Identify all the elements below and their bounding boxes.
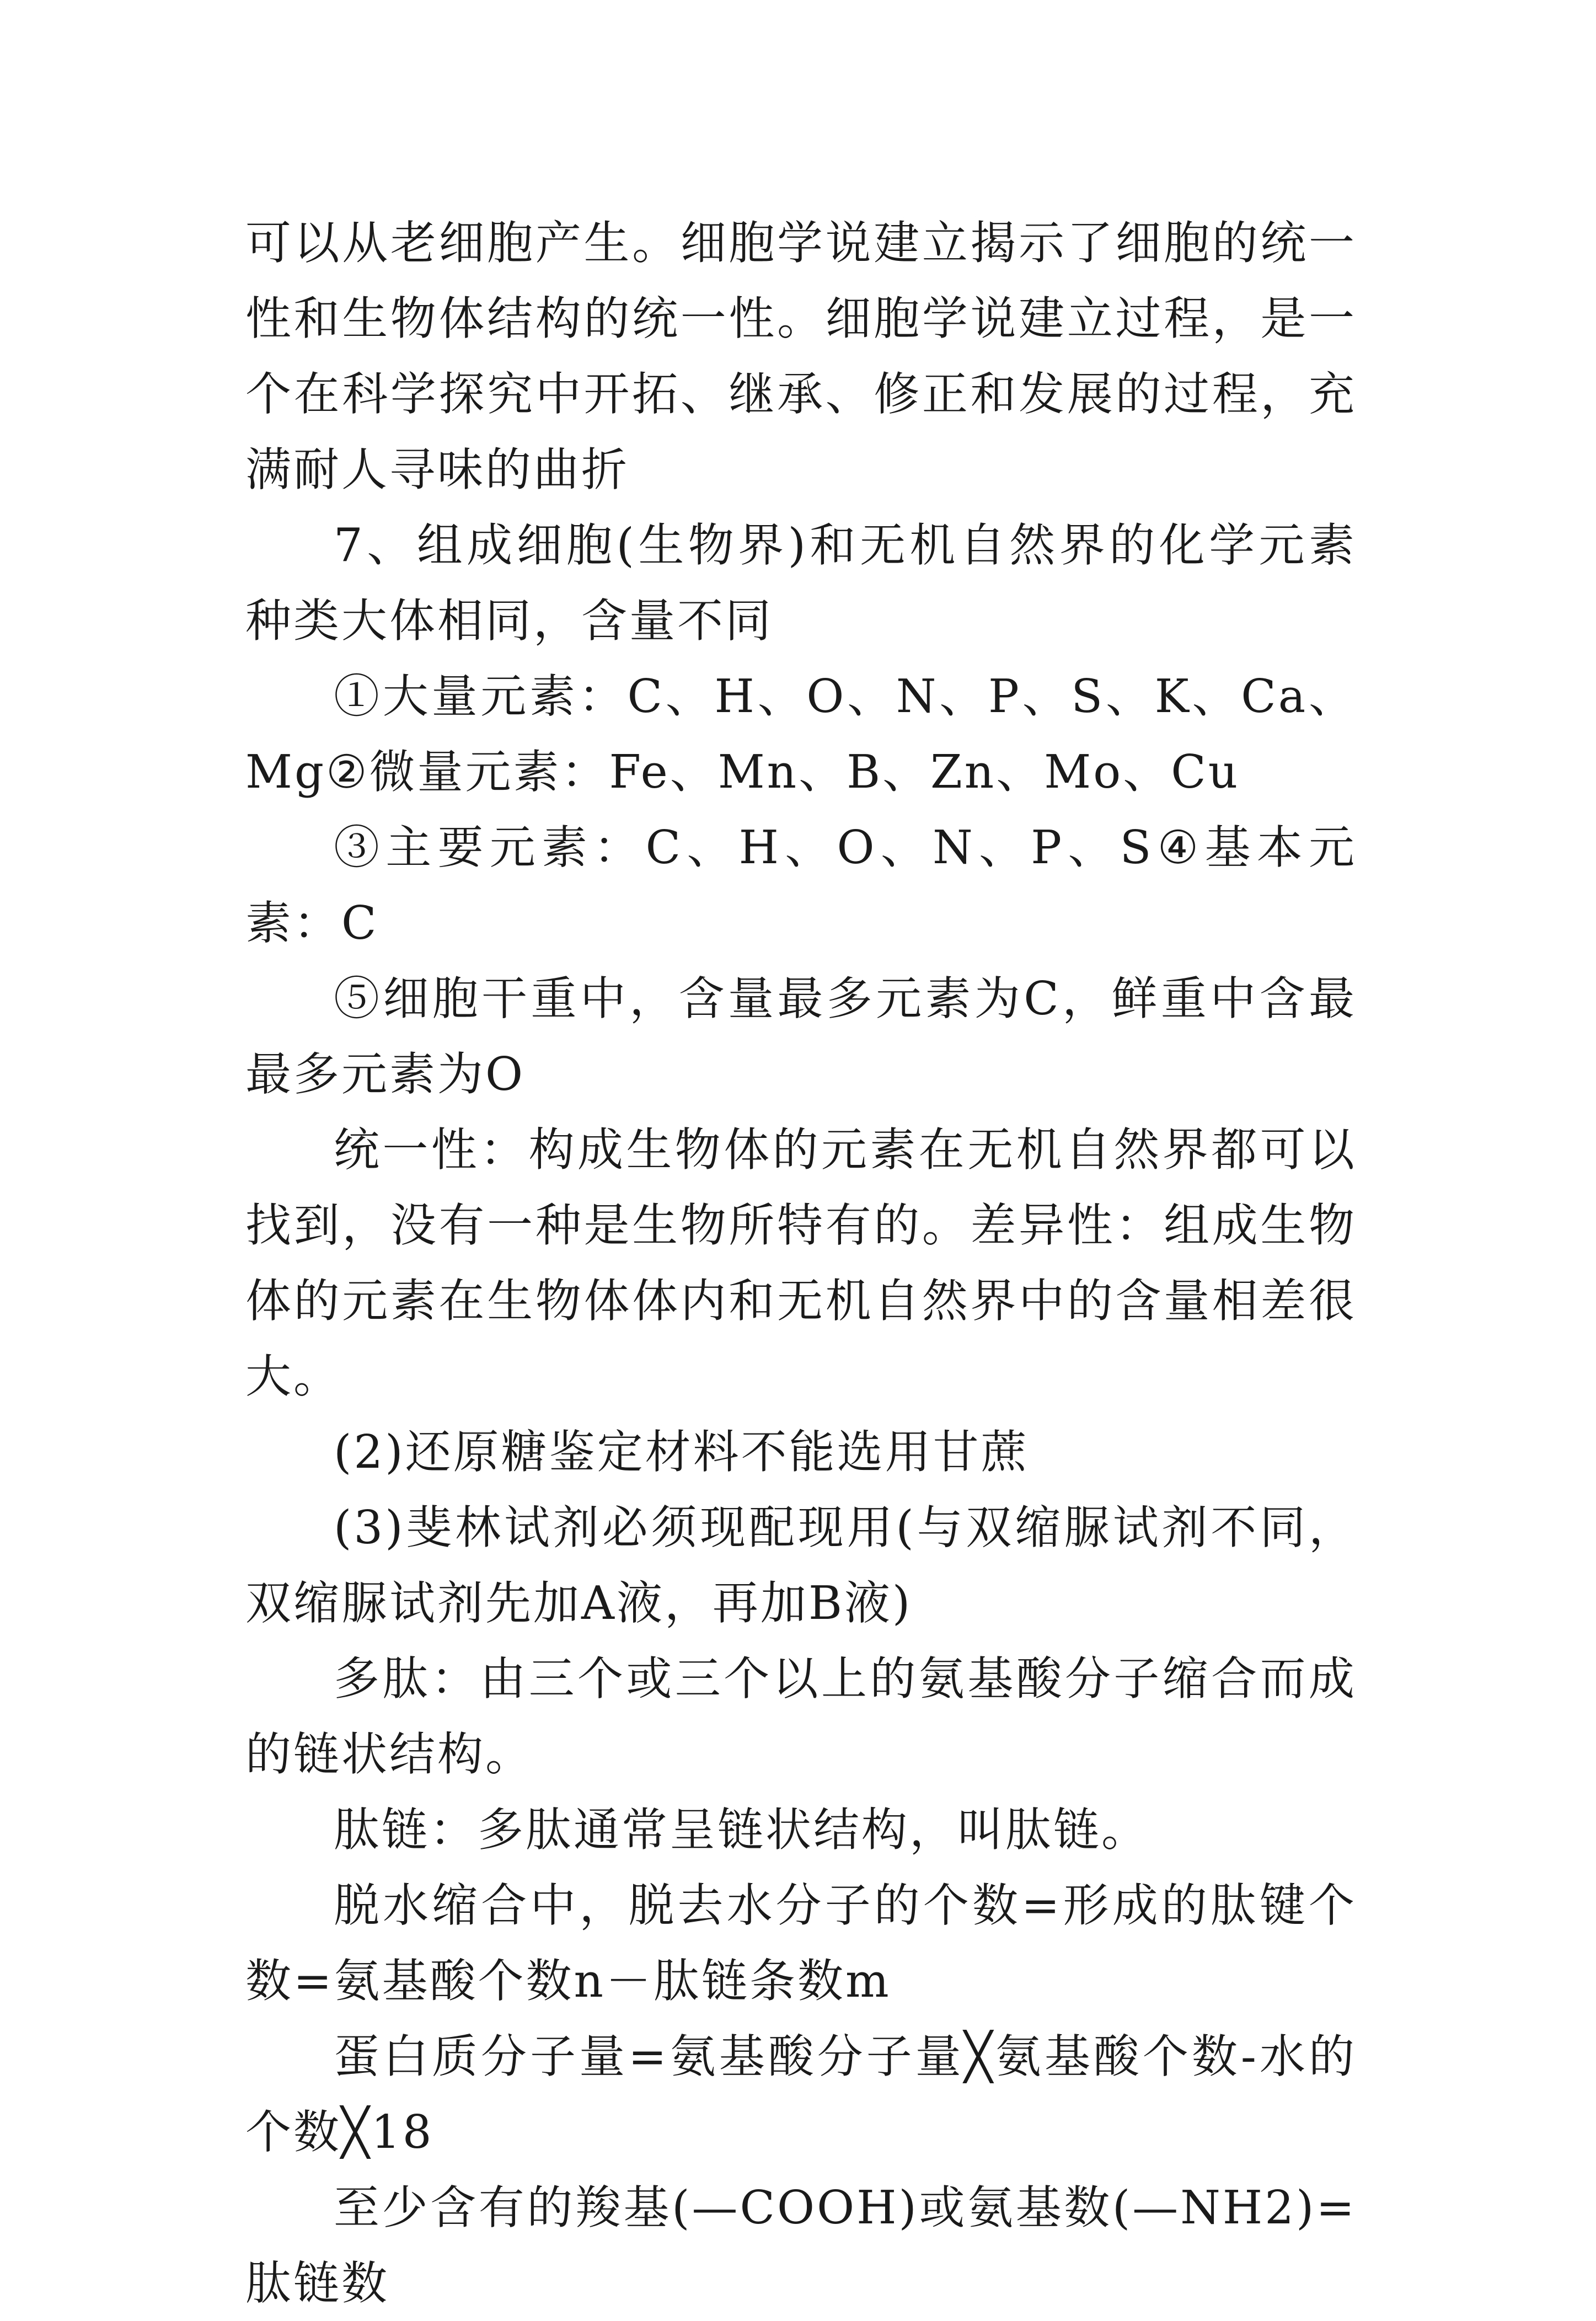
paragraph-12: 蛋白质分子量=氨基酸分子量╳氨基酸个数-水的个数╳18 — [245, 2030, 1357, 2159]
paragraph-7: (2)还原糖鉴定材料不能选用甘蔗 — [334, 1425, 1029, 1479]
paragraph-4: ③主要元素：C、H、O、N、P、S④基本元素：C — [245, 821, 1357, 950]
paragraph-6: 统一性：构成生物体的元素在无机自然界都可以找到，没有一种是生物所特有的。差异性：组成生物体的元素在生物体体内和无机自然界中的含量相差很大。 — [245, 1123, 1357, 1403]
paragraph-13: 至少含有的羧基(—COOH)或氨基数(—NH2)=肽链数 — [245, 2181, 1357, 2310]
paragraph-3: ①大量元素：C、H、O、N、P、S、K、Ca、Mg②微量元素：Fe、Mn、B、Zn、Mo、Cu — [245, 670, 1357, 799]
paragraph-2: 7、组成细胞(生物界)和无机自然界的化学元素种类大体相同，含量不同 — [245, 518, 1357, 648]
paragraph-8: (3)斐林试剂必须现配现用(与双缩脲试剂不同，双缩脲试剂先加A液，再加B液) — [245, 1501, 1357, 1630]
paragraph-5: ⑤细胞干重中，含量最多元素为C，鲜重中含最最多元素为O — [245, 972, 1357, 1101]
document-body — [245, 205, 1357, 2321]
paragraph-11: 脱水缩合中，脱去水分子的个数=形成的肽键个数=氨基酸个数n－肽链条数m — [245, 1879, 1357, 2008]
paragraph-10: 肽链：多肽通常呈链状结构，叫肽链。 — [334, 1803, 1149, 1857]
paragraph-9: 多肽：由三个或三个以上的氨基酸分子缩合而成的链状结构。 — [245, 1652, 1357, 1781]
paragraph-1: 可以从老细胞产生。细胞学说建立揭示了细胞的统一性和生物体结构的统一性。细胞学说建立过程，是一个在科学探究中开拓、继承、修正和发展的过程，充满耐人寻味的曲折 — [245, 216, 1357, 496]
